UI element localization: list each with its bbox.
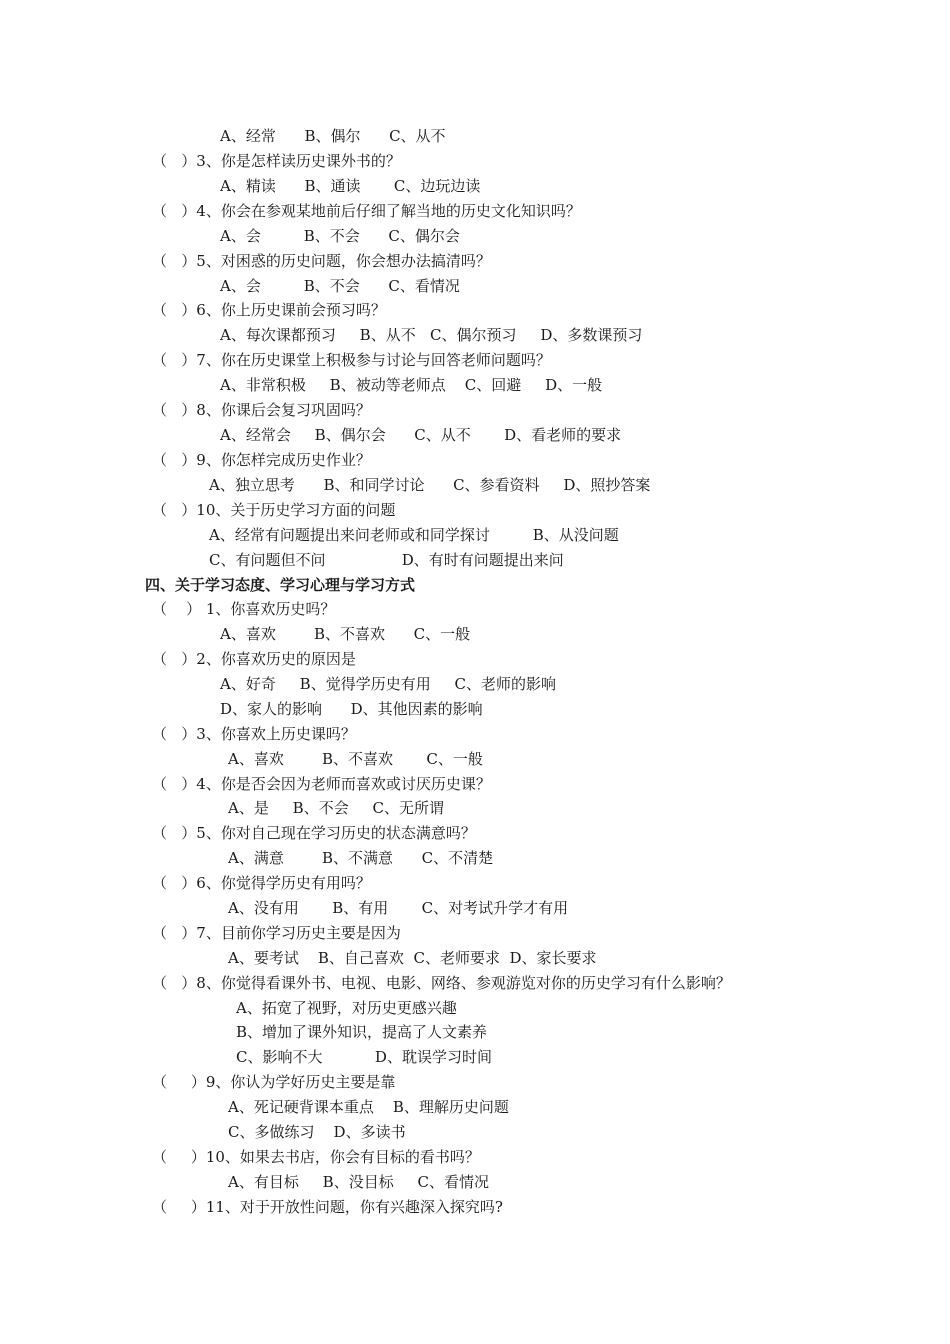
question-line: （ ）5、对困惑的历史问题，你会想办法搞清吗？ — [152, 252, 491, 270]
option-line: A、满意 B、不满意 C、不清楚 — [228, 849, 494, 867]
question-line: （ ）4、你会在参观某地前后仔细了解当地的历史文化知识吗？ — [152, 202, 581, 220]
option-line: A、没有用 B、有用 C、对考试升学才有用 — [228, 899, 569, 917]
option-line: D、家人的影响 D、其他因素的影响 — [220, 700, 483, 718]
question-line: （ ）11、对于开放性问题，你有兴趣深入探究吗? — [152, 1198, 503, 1216]
question-line: （ ）8、你课后会复习巩固吗？ — [152, 401, 371, 419]
option-line: C、影响不大 D、耽误学习时间 — [236, 1048, 492, 1066]
option-line: A、拓宽了视野，对历史更感兴趣 — [236, 999, 457, 1017]
section-heading: 四、关于学习态度、学习心理与学习方式 — [145, 576, 416, 594]
option-line: A、会 B、不会 C、看情况 — [220, 277, 460, 295]
option-line: A、喜欢 B、不喜欢 C、一般 — [220, 625, 471, 643]
question-line: （ ）3、你是怎样读历史课外书的？ — [152, 152, 401, 170]
option-line: A、独立思考 B、和同学讨论 C、参看资料 D、照抄答案 — [209, 476, 651, 494]
option-line: A、是 B、不会 C、无所谓 — [228, 799, 445, 817]
question-line: （ ）10、如果去书店，你会有目标的看书吗？ — [152, 1148, 480, 1166]
question-line: （ ） 1、你喜欢历史吗？ — [152, 600, 336, 618]
option-line: A、好奇 B、觉得学历史有用 C、老师的影响 — [220, 675, 557, 693]
question-line: （ ）9、你怎样完成历史作业？ — [152, 451, 371, 469]
question-line: （ ）2、你喜欢历史的原因是 — [152, 650, 356, 668]
option-line: A、精读 B、通读 C、边玩边读 — [220, 177, 481, 195]
option-line: A、有目标 B、没目标 C、看情况 — [228, 1173, 490, 1191]
option-line: A、会 B、不会 C、偶尔会 — [220, 227, 460, 245]
question-line: （ ）5、你对自己现在学习历史的状态满意吗？ — [152, 824, 476, 842]
question-line: （ ）10、关于历史学习方面的问题 — [152, 501, 396, 519]
option-line: A、每次课都预习 B、从不 C、偶尔预习 D、多数课预习 — [220, 326, 643, 344]
option-line: C、多做练习 D、多读书 — [228, 1123, 406, 1141]
question-line: （ ）7、你在历史课堂上积极参与讨论与回答老师问题吗？ — [152, 351, 551, 369]
option-line: A、喜欢 B、不喜欢 C、一般 — [228, 750, 483, 768]
option-line: A、经常会 B、偶尔会 C、从不 D、看老师的要求 — [220, 426, 622, 444]
option-line: A、死记硬背课本重点 B、理解历史问题 — [228, 1098, 509, 1116]
question-line: （ ）3、你喜欢上历史课吗？ — [152, 725, 356, 743]
option-line: C、有问题但不问 D、有时有问题提出来问 — [209, 551, 564, 569]
option-line: A、经常有问题提出来问老师或和同学探讨 B、从没问题 — [209, 526, 619, 544]
question-line: （ ）6、你觉得学历史有用吗？ — [152, 874, 371, 892]
question-line: （ ）8、你觉得看课外书、电视、电影、网络、参观游览对你的历史学习有什么影响？ — [152, 974, 731, 992]
question-line: （ ）7、目前你学习历史主要是因为 — [152, 924, 401, 942]
question-line: （ ）9、你认为学好历史主要是靠 — [152, 1073, 396, 1091]
option-line: A、要考试 B、自己喜欢 C、老师要求 D、家长要求 — [228, 949, 597, 967]
question-line: （ ）4、你是否会因为老师而喜欢或讨厌历史课？ — [152, 775, 491, 793]
option-line: A、经常 B、偶尔 C、从不 — [220, 127, 446, 145]
option-line: A、非常积极 B、被动等老师点 C、回避 D、一般 — [220, 376, 603, 394]
option-line: B、增加了课外知识，提高了人文素养 — [236, 1023, 488, 1041]
question-line: （ ）6、你上历史课前会预习吗？ — [152, 301, 386, 319]
